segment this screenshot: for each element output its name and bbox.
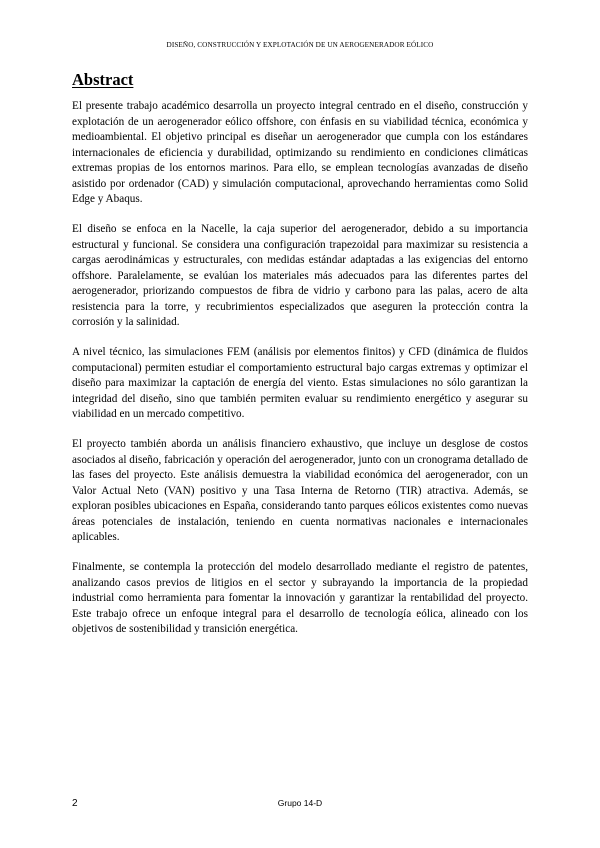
paragraph: El proyecto también aborda un análisis financiero exhaustivo, que incluye un desglose de costos asociados al diseño, fabricación y operación del aerogenerador, junto con un cronograma detallado de las fases del proyecto. Este análisis demuestra la viabilidad económica del aerogenerador, con un Valor Actual Neto (VAN) positivo y una Tasa Interna de Retorno (TIR) atractiva. Además, se exploran posibles ubicaciones en España, considerando tanto parques eólicos existentes como nuevas áreas potenciales de instalación, teniendo en cuenta normativas nacionales e internacionales aplicables. xyxy=(72,438,528,543)
paragraph: El diseño se enfoca en la Nacelle, la caja superior del aerogenerador, debido a su importancia estructural y funcional. Se considera una configuración trapezoidal para maximizar su resistencia a cargas aerodinámicas y estructurales, con medidas estándar adaptadas a las exigencias del entorno offshore. Paralelamente, se evalúan los materiales más adecuados para las diferentes partes del aerogenerador, priorizando compuestos de fibra de vidrio y carbono para las palas, acero de alta resistencia para la torre, y recubrimientos especializados que aseguren la protección contra la corrosión y la salinidad. xyxy=(72,223,528,328)
abstract-body xyxy=(72,99,528,652)
paragraph: A nivel técnico, las simulaciones FEM (análisis por elementos finitos) y CFD (dinámica de fluidos computacional) permiten estudiar el comportamiento estructural bajo cargas extremas y optimizar el diseño para maximizar la captación de energía del viento. Estas simulaciones no sólo garantizan la integridad del diseño, sino que también permiten evaluar su rendimiento energético y asegurar su viabilidad en un mercado competitivo. xyxy=(72,346,528,420)
footer-group-label: Grupo 14-D xyxy=(277,798,323,808)
section-title: Abstract xyxy=(72,70,134,89)
paragraph: El presente trabajo académico desarrolla un proyecto integral centrado en el diseño, construcción y explotación de un aerogenerador eólico offshore, con énfasis en su viabilidad técnica, económica y medioambiental. El objetivo principal es diseñar un aerogenerador que cumpla con los estándares internacionales de eficiencia y durabilidad, optimizando su rendimiento en condiciones climáticas extremas propias de los entornos marinos. Para ello, se emplean tecnologías avanzadas de diseño asistido por ordenador (CAD) y simulación computacional, aprovechando herramientas como Solid Edge y Abaqus. xyxy=(72,100,528,205)
running-header: DISEÑO, CONSTRUCCIÓN Y EXPLOTACIÓN DE UN AEROGENERADOR EÓLICO xyxy=(166,41,434,49)
paragraph: Finalmente, se contempla la protección del modelo desarrollado mediante el registro de patentes, analizando casos previos de litigios en el sector y subrayando la importancia de la propiedad industrial como herramienta para fomentar la innovación y garantizar la rentabilidad del proyecto. Este trabajo ofrece un enfoque integral para el desarrollo de tecnología eólica, alineado con los objetivos de sostenibilidad y transición energética. xyxy=(72,561,528,635)
page-number: 2 xyxy=(72,798,78,809)
